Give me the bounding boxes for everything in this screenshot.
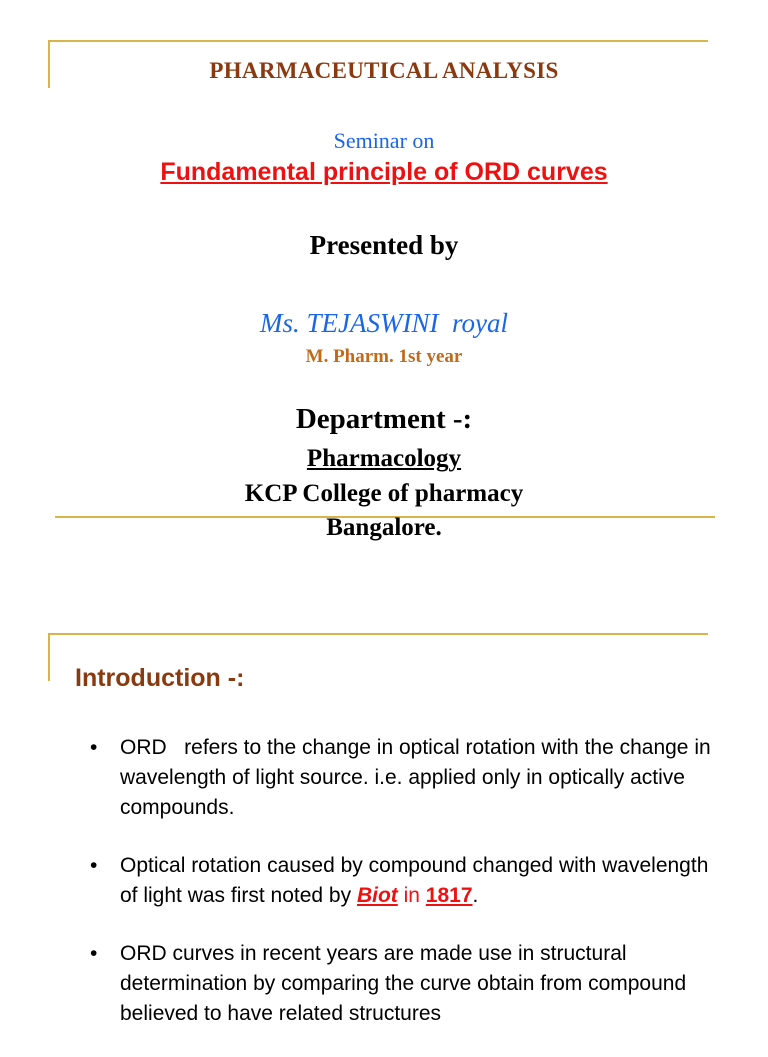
bullet-glyph: •	[90, 942, 98, 965]
college-city: Bangalore.	[326, 514, 442, 541]
presenter-year: M. Pharm. 1st year	[305, 346, 463, 367]
highlight-year: 1817	[425, 884, 473, 907]
slide1-top-rule	[48, 40, 708, 42]
presenter-name: Ms. TEJASWINI royal	[260, 308, 508, 338]
department-name	[0, 445, 768, 473]
seminar-topic-text: Fundamental principle of ORD curves	[160, 158, 608, 186]
bullet-text: ORD refers to the change in optical rotation with the change in wavelength of light source. i.e. applied only in optically active compounds.	[120, 736, 717, 819]
department-name-text: Pharmacology	[306, 445, 462, 472]
slide2-left-rule	[48, 633, 50, 681]
presented-by-label: Presented by	[309, 230, 459, 260]
bullet-text: ORD curves in recent years are made use in structural determination by comparing the curve obtain from compound believed to have related structures	[120, 942, 687, 1025]
introduction-bullet-list	[90, 733, 730, 1057]
highlight-biot: Biot	[356, 884, 398, 907]
college-name: KCP College of pharmacy	[244, 480, 524, 507]
bullet-text-middle: in	[397, 884, 426, 907]
slide2-top-rule	[48, 633, 708, 635]
bullet-glyph: •	[90, 854, 98, 877]
bullet-text-before: Optical rotation caused by compound changed with wavelength of light was first noted by	[120, 854, 709, 907]
introduction-heading: Introduction -:	[75, 664, 245, 692]
list-item	[90, 851, 730, 911]
seminar-topic	[0, 158, 768, 187]
list-item	[90, 733, 730, 823]
list-item	[90, 939, 730, 1029]
bullet-text-after: .	[472, 884, 479, 907]
seminar-label: Seminar on	[333, 128, 435, 153]
department-label: Department -:	[295, 403, 473, 435]
slide-title: PHARMACEUTICAL ANALYSIS	[209, 58, 559, 83]
bullet-glyph: •	[90, 736, 98, 759]
